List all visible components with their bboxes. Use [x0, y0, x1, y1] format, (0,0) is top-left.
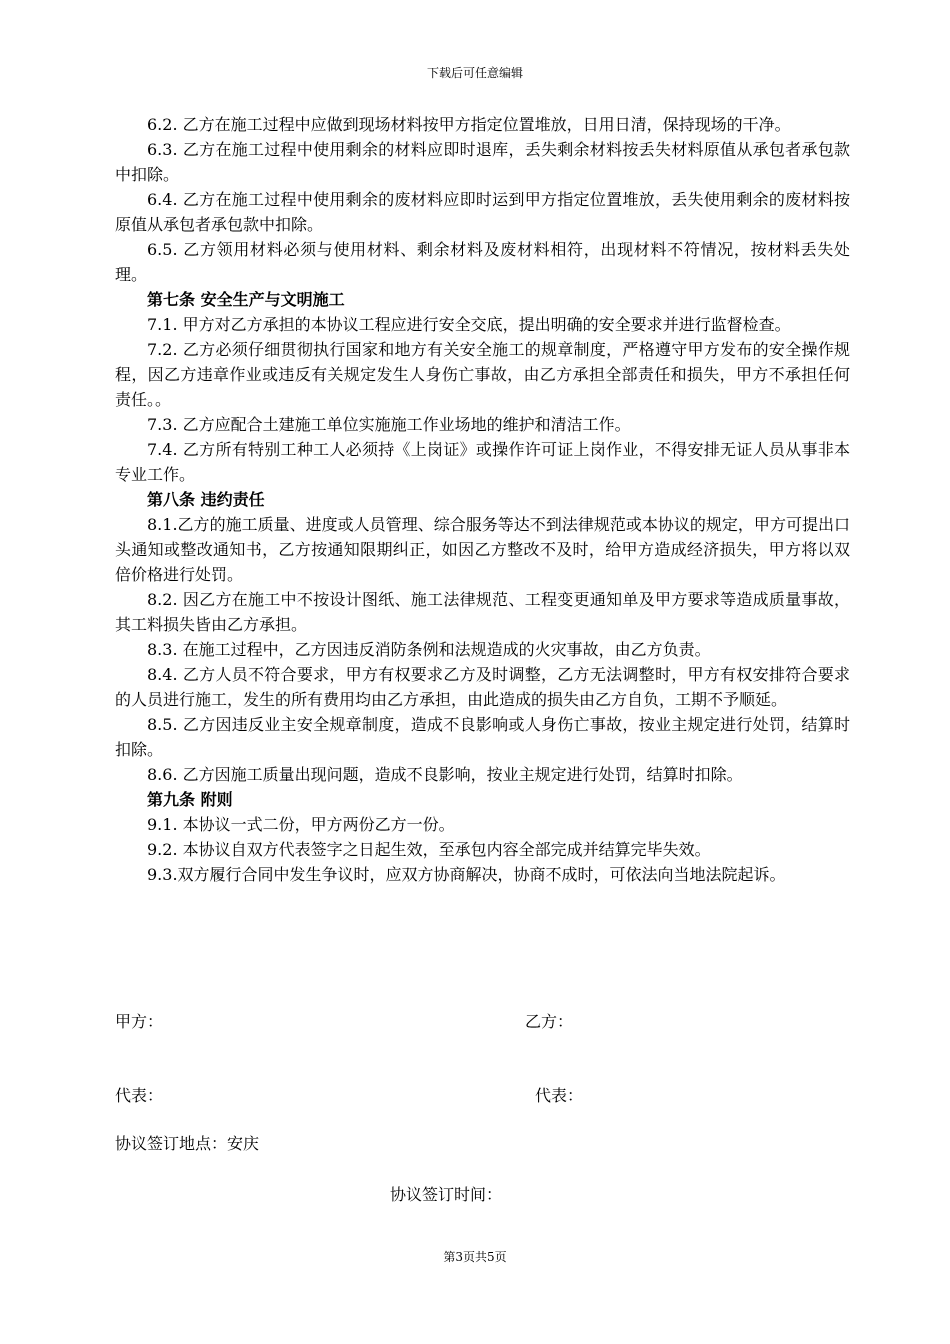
page-footer: 第3页共5页 — [443, 1250, 507, 1264]
clause-9-2: 9.2. 本协议自双方代表签字之日起生效，至承包内容全部完成并结算完毕失效。 — [147, 840, 711, 859]
signing-time: 协议签订时间： — [390, 1185, 503, 1204]
contract-body — [115, 112, 850, 887]
clause-8-1: 8.1.乙方的施工质量、进度或人员管理、综合服务等达不到法律规范或本协议的规定，甲方可提出口头通知或整改通知书，乙方按通知限期纠正，如因乙方整改不及时，给甲方造成经济损失，甲方将以双倍价格进行处罚。 — [115, 515, 850, 584]
article-9-heading: 第九条 附则 — [147, 790, 233, 809]
clause-8-3: 8.3. 在施工过程中，乙方因违反消防条例和法规造成的火灾事故，由乙方负责。 — [147, 640, 711, 659]
article-8-heading: 第八条 违约责任 — [147, 490, 265, 509]
clause-8-4: 8.4. 乙方人员不符合要求，甲方有权要求乙方及时调整，乙方无法调整时，甲方有权安排符合要求的人员进行施工，发生的所有费用均由乙方承担，由此造成的损失由乙方自负，工期不予顺延。 — [115, 665, 850, 709]
clause-7-2: 7.2. 乙方必须仔细贯彻执行国家和地方有关安全施工的规章制度，严格遵守甲方发布的安全操作规程，因乙方违章作业或违反有关规定发生人身伤亡事故，由乙方承担全部责任和损失，甲方不承担任何责任。。 — [115, 340, 850, 409]
clause-6-2: 6.2. 乙方在施工过程中应做到现场材料按甲方指定位置堆放，日用日清，保持现场的干净。 — [147, 115, 791, 134]
clause-8-2: 8.2. 因乙方在施工中不按设计图纸、施工法律规范、工程变更通知单及甲方要求等造成质量事故，其工料损失皆由乙方承担。 — [115, 590, 850, 634]
clause-7-1: 7.1. 甲方对乙方承担的本协议工程应进行安全交底，提出明确的安全要求并进行监督检查。 — [147, 315, 791, 334]
clause-7-3: 7.3. 乙方应配合土建施工单位实施施工作业场地的维护和清洁工作。 — [147, 415, 631, 434]
clause-6-3: 6.3. 乙方在施工过程中使用剩余的材料应即时退库，丢失剩余材料按丢失材料原值从承包者承包款中扣除。 — [115, 140, 850, 184]
party-a-label: 甲方： — [115, 1012, 164, 1031]
clause-8-5: 8.5. 乙方因违反业主安全规章制度，造成不良影响或人身伤亡事故，按业主规定进行处罚，结算时扣除。 — [115, 715, 850, 759]
clause-9-1: 9.1. 本协议一式二份，甲方两份乙方一份。 — [147, 815, 455, 834]
clause-6-4: 6.4. 乙方在施工过程中使用剩余的废材料应即时运到甲方指定位置堆放，丢失使用剩余的废材料按原值从承包者承包款中扣除。 — [115, 190, 850, 234]
clause-6-5: 6.5. 乙方领用材料必须与使用材料、剩余材料及废材料相符，出现材料不符情况，按材料丢失处理。 — [115, 240, 850, 284]
clause-8-6: 8.6. 乙方因施工质量出现问题，造成不良影响，按业主规定进行处罚，结算时扣除。 — [147, 765, 743, 784]
signing-place: 协议签订地点：安庆 — [115, 1134, 260, 1153]
party-a-representative-label: 代表： — [115, 1086, 164, 1105]
party-b-representative-label: 代表： — [535, 1086, 584, 1105]
clause-7-4: 7.4. 乙方所有特别工种工人必须持《上岗证》或操作许可证上岗作业，不得安排无证人员从事非本专业工作。 — [115, 440, 850, 484]
party-b-label: 乙方： — [525, 1012, 574, 1031]
clause-9-3: 9.3.双方履行合同中发生争议时，应双方协商解决，协商不成时，可依法向当地法院起诉。 — [147, 865, 786, 884]
page-header: 下载后可任意编辑 — [426, 66, 523, 80]
article-7-heading: 第七条 安全生产与文明施工 — [147, 290, 345, 309]
